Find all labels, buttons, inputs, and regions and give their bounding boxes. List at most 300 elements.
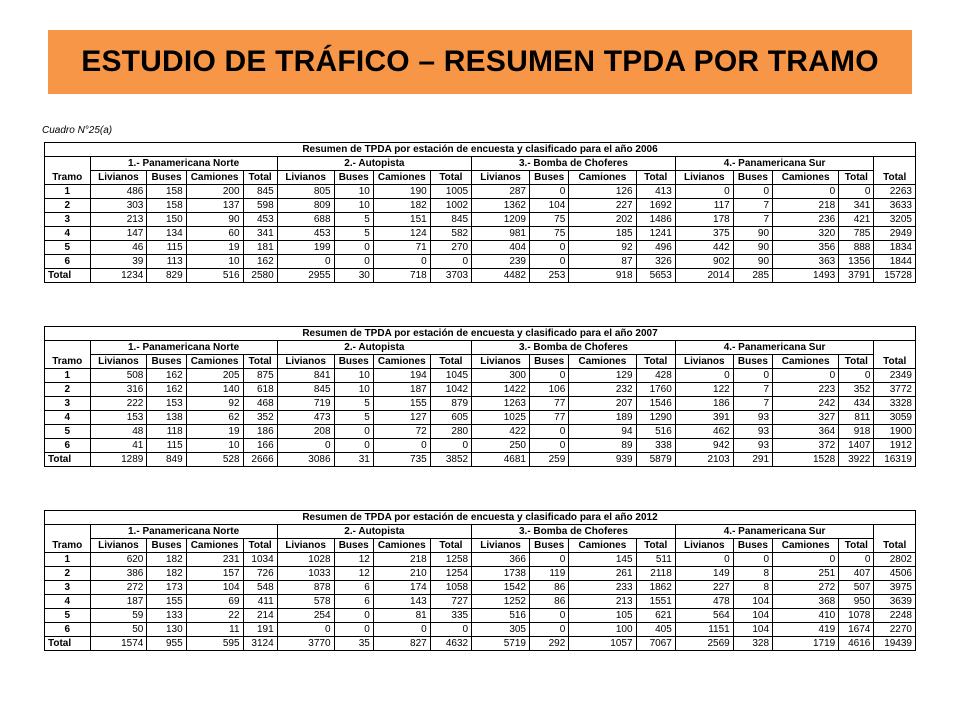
tramo-cell: 6: [45, 255, 91, 269]
tramo-header-spacer: [45, 525, 91, 539]
column-header: Buses: [530, 171, 569, 185]
value-cell: 386: [90, 567, 147, 581]
value-cell: 94: [569, 425, 636, 439]
tpda-table-2: [44, 326, 916, 467]
value-cell: 1551: [636, 595, 675, 609]
table-row: [45, 397, 916, 411]
value-cell: 0: [373, 439, 430, 453]
value-cell: 1486: [636, 213, 675, 227]
value-cell: 71: [373, 241, 430, 255]
value-cell: 239: [472, 255, 530, 269]
table-row: [45, 553, 916, 567]
column-header: Total: [430, 539, 471, 553]
column-header: Camiones: [773, 171, 839, 185]
value-cell: 0: [839, 369, 874, 383]
value-cell: 462: [675, 425, 733, 439]
value-cell: 143: [373, 595, 430, 609]
value-cell: 1738: [472, 567, 530, 581]
total-cell: 939: [569, 453, 636, 467]
value-cell: 218: [773, 199, 839, 213]
table-row: [45, 609, 916, 623]
value-cell: 280: [430, 425, 471, 439]
value-cell: 251: [773, 567, 839, 581]
value-cell: 186: [243, 425, 277, 439]
column-header: Livianos: [472, 355, 530, 369]
total-cell: 4632: [430, 637, 471, 651]
value-cell: 726: [243, 567, 277, 581]
value-cell: 117: [675, 199, 733, 213]
tramo-cell: 5: [45, 425, 91, 439]
value-cell: 879: [430, 397, 471, 411]
value-cell: 153: [90, 411, 147, 425]
column-header: Camiones: [569, 171, 636, 185]
value-cell: 93: [733, 439, 772, 453]
value-cell: 950: [839, 595, 874, 609]
tramo-cell: 6: [45, 623, 91, 637]
value-cell: 1209: [472, 213, 530, 227]
tpda-table-3: [44, 510, 916, 651]
total-cell: 3124: [243, 637, 277, 651]
column-header: Buses: [147, 539, 186, 553]
station-header: 3.- Bomba de Choferes: [472, 341, 676, 355]
value-cell: 688: [277, 213, 334, 227]
value-cell: 1045: [430, 369, 471, 383]
value-cell: 173: [147, 581, 186, 595]
value-cell: 69: [186, 595, 243, 609]
value-cell: 363: [773, 255, 839, 269]
value-cell: 151: [373, 213, 430, 227]
total-cell: 285: [733, 269, 772, 283]
tramo-cell: 3: [45, 213, 91, 227]
column-header: Total: [636, 171, 675, 185]
value-cell: 92: [569, 241, 636, 255]
value-cell: 2248: [874, 609, 916, 623]
column-header: Buses: [733, 539, 772, 553]
column-header: Livianos: [675, 355, 733, 369]
station-header: 1.- Panamericana Norte: [90, 157, 277, 171]
table-row: [45, 213, 916, 227]
total-cell: 918: [569, 269, 636, 283]
value-cell: 1900: [874, 425, 916, 439]
value-cell: 1042: [430, 383, 471, 397]
value-cell: 115: [147, 439, 186, 453]
value-cell: 272: [90, 581, 147, 595]
value-cell: 104: [733, 609, 772, 623]
total-cell: 292: [530, 637, 569, 651]
value-cell: 511: [636, 553, 675, 567]
value-cell: 205: [186, 369, 243, 383]
value-cell: 368: [773, 595, 839, 609]
value-cell: 178: [675, 213, 733, 227]
value-cell: 419: [773, 623, 839, 637]
grand-total-header: Total: [874, 539, 916, 553]
value-cell: 7: [733, 213, 772, 227]
value-cell: 326: [636, 255, 675, 269]
column-header: Buses: [733, 355, 772, 369]
value-cell: 104: [186, 581, 243, 595]
station-header: 4.- Panamericana Sur: [675, 341, 874, 355]
value-cell: 0: [277, 623, 334, 637]
value-cell: 10: [334, 185, 373, 199]
value-cell: 75: [530, 227, 569, 241]
table-row: [45, 581, 916, 595]
total-cell: 516: [186, 269, 243, 283]
value-cell: 341: [243, 227, 277, 241]
value-cell: 0: [334, 439, 373, 453]
tramo-cell: 3: [45, 397, 91, 411]
value-cell: 233: [569, 581, 636, 595]
table-row: [45, 411, 916, 425]
column-header: Livianos: [277, 171, 334, 185]
value-cell: 104: [733, 595, 772, 609]
value-cell: 413: [636, 185, 675, 199]
value-cell: 100: [569, 623, 636, 637]
value-cell: 155: [373, 397, 430, 411]
value-cell: 194: [373, 369, 430, 383]
total-cell: 2580: [243, 269, 277, 283]
value-cell: 236: [773, 213, 839, 227]
tramo-cell: 1: [45, 369, 91, 383]
value-cell: 77: [530, 411, 569, 425]
value-cell: 8: [733, 581, 772, 595]
value-cell: 785: [839, 227, 874, 241]
station-header: 3.- Bomba de Choferes: [472, 525, 676, 539]
value-cell: 719: [277, 397, 334, 411]
value-cell: 316: [90, 383, 147, 397]
column-header: Total: [839, 171, 874, 185]
value-cell: 118: [147, 425, 186, 439]
total-cell: 5719: [472, 637, 530, 651]
value-cell: 134: [147, 227, 186, 241]
value-cell: 727: [430, 595, 471, 609]
value-cell: 507: [839, 581, 874, 595]
column-header: Camiones: [569, 539, 636, 553]
column-header: Camiones: [373, 539, 430, 553]
tramo-cell: 1: [45, 185, 91, 199]
total-cell: 1528: [773, 453, 839, 467]
value-cell: 207: [569, 397, 636, 411]
value-cell: 1692: [636, 199, 675, 213]
value-cell: 1078: [839, 609, 874, 623]
value-cell: 1844: [874, 255, 916, 269]
value-cell: 213: [90, 213, 147, 227]
value-cell: 578: [277, 595, 334, 609]
value-cell: 86: [530, 581, 569, 595]
station-header: 1.- Panamericana Norte: [90, 525, 277, 539]
value-cell: 11: [186, 623, 243, 637]
value-cell: 942: [675, 439, 733, 453]
value-cell: 468: [243, 397, 277, 411]
value-cell: 811: [839, 411, 874, 425]
value-cell: 1362: [472, 199, 530, 213]
value-cell: 352: [839, 383, 874, 397]
total-cell: 1289: [90, 453, 147, 467]
value-cell: 356: [773, 241, 839, 255]
grand-total-header-spacer: [874, 157, 916, 171]
value-cell: 181: [243, 241, 277, 255]
value-cell: 0: [839, 553, 874, 567]
value-cell: 86: [530, 595, 569, 609]
value-cell: 261: [569, 567, 636, 581]
value-cell: 1407: [839, 439, 874, 453]
total-cell: 31: [334, 453, 373, 467]
column-header: Livianos: [675, 171, 733, 185]
value-cell: 12: [334, 567, 373, 581]
value-cell: 147: [90, 227, 147, 241]
value-cell: 140: [186, 383, 243, 397]
total-cell: 1057: [569, 637, 636, 651]
value-cell: 845: [430, 213, 471, 227]
sheet-caption: Cuadro N°25(a): [42, 125, 113, 136]
value-cell: 0: [773, 185, 839, 199]
value-cell: 115: [147, 241, 186, 255]
value-cell: 516: [472, 609, 530, 623]
value-cell: 272: [773, 581, 839, 595]
value-cell: 327: [773, 411, 839, 425]
value-cell: 149: [675, 567, 733, 581]
total-cell: 718: [373, 269, 430, 283]
value-cell: 208: [277, 425, 334, 439]
table-row: [45, 567, 916, 581]
value-cell: 155: [147, 595, 186, 609]
value-cell: 434: [839, 397, 874, 411]
value-cell: 12: [334, 553, 373, 567]
value-cell: 564: [675, 609, 733, 623]
value-cell: 182: [147, 553, 186, 567]
value-cell: 0: [430, 255, 471, 269]
value-cell: 0: [530, 425, 569, 439]
value-cell: 0: [530, 623, 569, 637]
value-cell: 10: [186, 439, 243, 453]
value-cell: 227: [569, 199, 636, 213]
value-cell: 158: [147, 185, 186, 199]
value-cell: 0: [334, 241, 373, 255]
column-header: Buses: [147, 355, 186, 369]
value-cell: 199: [277, 241, 334, 255]
value-cell: 0: [530, 369, 569, 383]
tramo-cell: 4: [45, 411, 91, 425]
station-header: 2.- Autopista: [277, 341, 471, 355]
total-cell: 259: [530, 453, 569, 467]
value-cell: 223: [773, 383, 839, 397]
total-label: Total: [45, 637, 91, 651]
value-cell: 805: [277, 185, 334, 199]
value-cell: 0: [530, 553, 569, 567]
value-cell: 77: [530, 397, 569, 411]
value-cell: 375: [675, 227, 733, 241]
column-header: Buses: [530, 355, 569, 369]
value-cell: 157: [186, 567, 243, 581]
total-row: [45, 453, 916, 467]
value-cell: 254: [277, 609, 334, 623]
tramo-header: Tramo: [45, 539, 91, 553]
value-cell: 1151: [675, 623, 733, 637]
tramo-cell: 4: [45, 595, 91, 609]
value-cell: 486: [90, 185, 147, 199]
value-cell: 0: [373, 623, 430, 637]
total-cell: 735: [373, 453, 430, 467]
value-cell: 453: [243, 213, 277, 227]
table-row: [45, 227, 916, 241]
value-cell: 2263: [874, 185, 916, 199]
column-header: Livianos: [277, 539, 334, 553]
value-cell: 191: [243, 623, 277, 637]
table-row: [45, 199, 916, 213]
value-cell: 335: [430, 609, 471, 623]
value-cell: 0: [733, 369, 772, 383]
column-header: Camiones: [773, 539, 839, 553]
value-cell: 888: [839, 241, 874, 255]
value-cell: 1290: [636, 411, 675, 425]
total-cell: 19439: [874, 637, 916, 651]
value-cell: 222: [90, 397, 147, 411]
tramo-header: Tramo: [45, 171, 91, 185]
value-cell: 231: [186, 553, 243, 567]
table-row: [45, 255, 916, 269]
value-cell: 5: [334, 397, 373, 411]
value-cell: 138: [147, 411, 186, 425]
value-cell: 0: [773, 553, 839, 567]
value-cell: 0: [733, 185, 772, 199]
value-cell: 1028: [277, 553, 334, 567]
value-cell: 1356: [839, 255, 874, 269]
column-header: Livianos: [472, 171, 530, 185]
total-cell: 3703: [430, 269, 471, 283]
value-cell: 0: [530, 185, 569, 199]
value-cell: 338: [636, 439, 675, 453]
grand-total-header: Total: [874, 355, 916, 369]
column-header: Total: [430, 355, 471, 369]
total-label: Total: [45, 453, 91, 467]
value-cell: 2270: [874, 623, 916, 637]
value-cell: 366: [472, 553, 530, 567]
value-cell: 210: [373, 567, 430, 581]
column-header: Total: [430, 171, 471, 185]
value-cell: 0: [530, 255, 569, 269]
value-cell: 113: [147, 255, 186, 269]
column-header: Total: [839, 355, 874, 369]
total-cell: 253: [530, 269, 569, 283]
value-cell: 2949: [874, 227, 916, 241]
value-cell: 46: [90, 241, 147, 255]
value-cell: 1005: [430, 185, 471, 199]
value-cell: 10: [334, 199, 373, 213]
column-header: Total: [636, 355, 675, 369]
value-cell: 621: [636, 609, 675, 623]
station-header: 4.- Panamericana Sur: [675, 157, 874, 171]
value-cell: 0: [530, 241, 569, 255]
column-header: Livianos: [90, 171, 147, 185]
value-cell: 3639: [874, 595, 916, 609]
value-cell: 104: [530, 199, 569, 213]
value-cell: 809: [277, 199, 334, 213]
value-cell: 90: [186, 213, 243, 227]
total-cell: 4482: [472, 269, 530, 283]
value-cell: 878: [277, 581, 334, 595]
total-cell: 16319: [874, 453, 916, 467]
column-header: Buses: [530, 539, 569, 553]
value-cell: 124: [373, 227, 430, 241]
value-cell: 1002: [430, 199, 471, 213]
total-row: [45, 637, 916, 651]
value-cell: 3633: [874, 199, 916, 213]
value-cell: 3975: [874, 581, 916, 595]
value-cell: 1834: [874, 241, 916, 255]
value-cell: 2118: [636, 567, 675, 581]
value-cell: 213: [569, 595, 636, 609]
station-header: 1.- Panamericana Norte: [90, 341, 277, 355]
value-cell: 122: [675, 383, 733, 397]
value-cell: 422: [472, 425, 530, 439]
value-cell: 7: [733, 397, 772, 411]
total-cell: 595: [186, 637, 243, 651]
value-cell: 0: [773, 369, 839, 383]
total-cell: 30: [334, 269, 373, 283]
column-header: Camiones: [373, 355, 430, 369]
tramo-cell: 4: [45, 227, 91, 241]
value-cell: 186: [675, 397, 733, 411]
value-cell: 90: [733, 241, 772, 255]
value-cell: 7: [733, 199, 772, 213]
value-cell: 453: [277, 227, 334, 241]
tramo-header-spacer: [45, 157, 91, 171]
grand-total-header-spacer: [874, 525, 916, 539]
total-cell: 3770: [277, 637, 334, 651]
column-header: Camiones: [373, 171, 430, 185]
value-cell: 300: [472, 369, 530, 383]
value-cell: 19: [186, 425, 243, 439]
total-cell: 15728: [874, 269, 916, 283]
value-cell: 3059: [874, 411, 916, 425]
value-cell: 2802: [874, 553, 916, 567]
tpda-table-1: [44, 142, 916, 283]
value-cell: 250: [472, 439, 530, 453]
total-cell: 5653: [636, 269, 675, 283]
value-cell: 516: [636, 425, 675, 439]
column-header: Total: [636, 539, 675, 553]
value-cell: 405: [636, 623, 675, 637]
total-cell: 2666: [243, 453, 277, 467]
value-cell: 62: [186, 411, 243, 425]
value-cell: 190: [373, 185, 430, 199]
total-cell: 5879: [636, 453, 675, 467]
value-cell: 93: [733, 425, 772, 439]
value-cell: 1263: [472, 397, 530, 411]
tramo-cell: 2: [45, 383, 91, 397]
table-row: [45, 369, 916, 383]
total-cell: 1719: [773, 637, 839, 651]
column-header: Buses: [147, 171, 186, 185]
value-cell: 81: [373, 609, 430, 623]
value-cell: 10: [186, 255, 243, 269]
value-cell: 8: [733, 567, 772, 581]
column-header: Total: [243, 355, 277, 369]
value-cell: 620: [90, 553, 147, 567]
value-cell: 22: [186, 609, 243, 623]
value-cell: 158: [147, 199, 186, 213]
value-cell: 0: [334, 425, 373, 439]
value-cell: 218: [373, 553, 430, 567]
value-cell: 605: [430, 411, 471, 425]
value-cell: 89: [569, 439, 636, 453]
value-cell: 3328: [874, 397, 916, 411]
column-header: Livianos: [90, 355, 147, 369]
total-cell: 1493: [773, 269, 839, 283]
value-cell: 6: [334, 581, 373, 595]
column-header: Camiones: [773, 355, 839, 369]
value-cell: 303: [90, 199, 147, 213]
value-cell: 0: [430, 439, 471, 453]
